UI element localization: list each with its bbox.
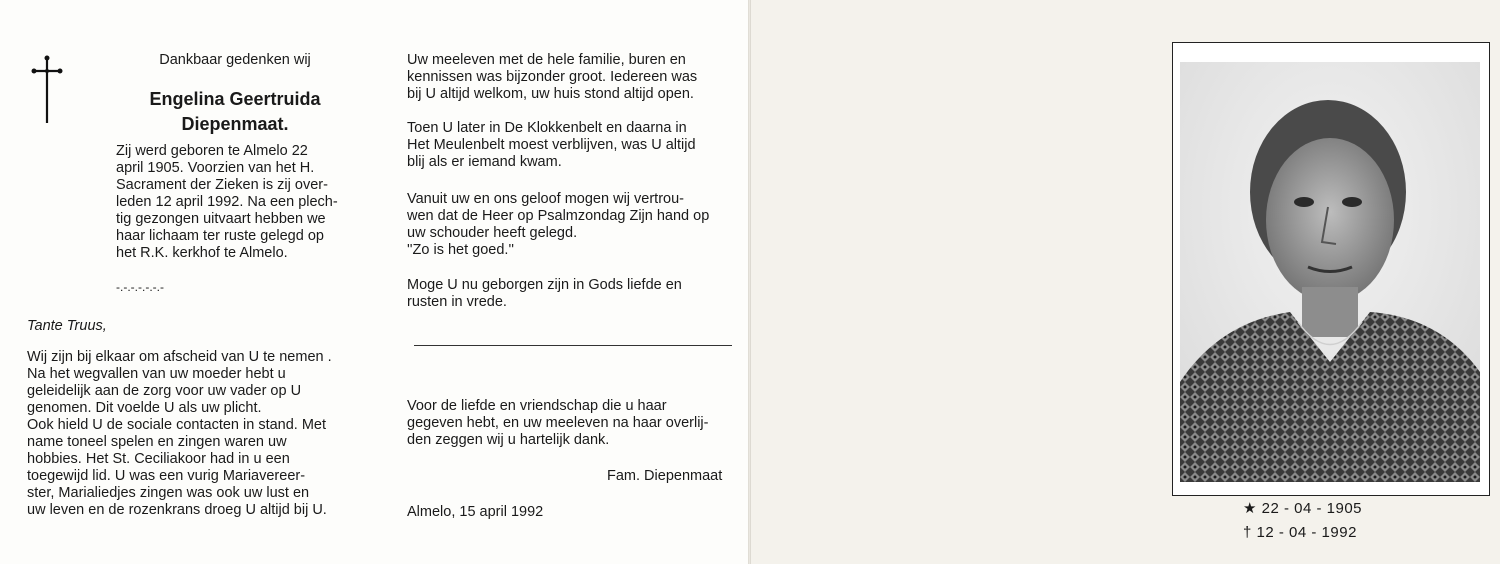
para4-line: Moge U nu geborgen zijn in Gods liefde en	[407, 277, 682, 293]
deceased-name-line2: Diepenmaat.	[181, 114, 289, 134]
bio-line: Zij werd geboren te Almelo 22	[116, 143, 308, 159]
letter-line: geleidelijk aan de zorg voor uw vader op U	[27, 383, 302, 399]
portrait-photo	[1180, 62, 1480, 482]
bio-line: tig gezongen uitvaart hebben we	[116, 211, 326, 227]
letter-line: name toneel spelen en zingen waren uw	[27, 434, 287, 450]
place-date: Almelo, 15 april 1992	[407, 504, 544, 520]
thanks-line: Voor de liefde en vriendschap die u haar	[407, 398, 667, 414]
thanks-line: gegeven hebt, en uw meeleven na haar overlij-	[407, 415, 709, 431]
dagger-icon: †	[1243, 524, 1252, 541]
letter-line: genomen. Dit voelde U als uw plicht.	[27, 400, 262, 416]
para3-line: wen dat de Heer op Psalmzondag Zijn hand op	[407, 208, 710, 224]
bio-line: het R.K. kerkhof te Almelo.	[116, 245, 288, 261]
para3-line: uw schouder heeft gelegd.	[407, 225, 578, 241]
bio-line: Sacrament der Zieken is zij over-	[116, 177, 328, 193]
bio-line: april 1905. Voorzien van het H.	[116, 160, 315, 176]
para1-line: kennissen was bijzonder groot. Iedereen was	[407, 69, 698, 85]
intro-text: Dankbaar gedenken wij	[159, 52, 311, 68]
cross-icon	[30, 55, 64, 125]
para2-line: Toen U later in De Klokkenbelt en daarna in	[407, 120, 687, 136]
death-date-row	[1243, 524, 1357, 542]
para4-line: rusten in vrede.	[407, 294, 507, 310]
letter-line: Na het wegvallen van uw moeder hebt u	[27, 366, 286, 382]
para2-line: Het Meulenbelt moest verblijven, was U altijd	[407, 137, 696, 153]
letter-line: Ook hield U de sociale contacten in stand. Met	[27, 417, 327, 433]
bio-line: leden 12 april 1992. Na een plech-	[116, 194, 338, 210]
letter-line: hobbies. Het St. Ceciliakoor had in u een	[27, 451, 290, 467]
deceased-name-line1: Engelina Geertruida	[149, 89, 321, 109]
card-fold	[748, 0, 751, 564]
death-date: 12 - 04 - 1992	[1256, 524, 1357, 541]
para1-line: bij U altijd welkom, uw huis stond altijd open.	[407, 86, 694, 102]
letter-line: Wij zijn bij elkaar om afscheid van U te nemen .	[27, 349, 332, 365]
para3-line: ''Zo is het goed.''	[407, 242, 514, 258]
bio-line: haar lichaam ter ruste gelegd op	[116, 228, 324, 244]
birth-date-row	[1243, 500, 1362, 518]
separator: -.-.-.-.-.-.-	[116, 280, 164, 294]
star-icon: ★	[1243, 500, 1257, 517]
thanks-line: den zeggen wij u hartelijk dank.	[407, 432, 610, 448]
para1-line: Uw meeleven met de hele familie, buren en	[407, 52, 686, 68]
letter-line: uw leven en de rozenkrans droeg U altijd bij U.	[27, 502, 327, 518]
divider-line	[414, 345, 732, 346]
letter-line: ster, Marialiedjes zingen was ook uw lust en	[27, 485, 310, 501]
para2-line: blij als er iemand kwam.	[407, 154, 562, 170]
family-signature: Fam. Diepenmaat	[607, 468, 723, 484]
letter-line: toegewijd lid. U was een vurig Mariavereer-	[27, 468, 306, 484]
salutation: Tante Truus,	[27, 318, 107, 334]
birth-date: 22 - 04 - 1905	[1261, 500, 1363, 517]
para3-line: Vanuit uw en ons geloof mogen wij vertrou-	[407, 191, 684, 207]
